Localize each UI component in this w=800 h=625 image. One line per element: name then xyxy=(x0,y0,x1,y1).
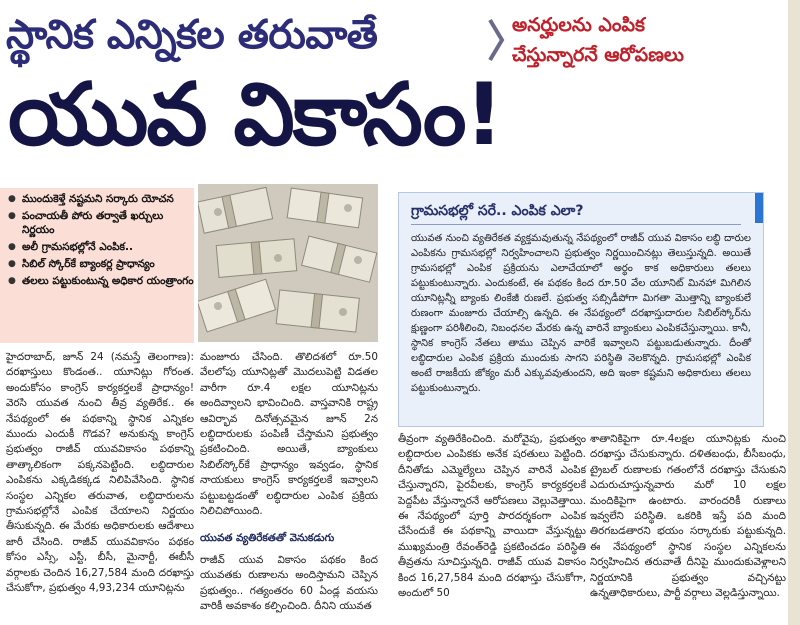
adjacent-column-edge xyxy=(788,0,800,625)
box-body: యువత నుంచి వ్యతిరేకత వ్యక్తమవుతున్న నేపథ్యంలో రాజీవ్ యువ వికాసం లబ్ధి దారుల ఎంపికను గ్రామసభల్లో నిర్వహించాలని ప్రభుత్వం నిర్ణయించినట్లు తెలుస్తున్నది. అయితే గ్రామసభల్లో ఎంపిక ప్రక్రియను ఎలాచేయాలో అర్థం కాక అధికారులు తలలు పట్టుకుంటున్నారు. ఎందుకంటే, ఈ పథకం కింద రూ.50 వేల యూనిట్ మినహా మిగిలిన యూనిట్లన్నీ బ్యాంకు లింకేజీ రుణలే. ప్రభుత్వ సబ్సిడీపోగా మిగతా మొత్తాన్ని బ్యాంకులే రుణంగా మంజూరు చేయాల్సి ఉన్నది. ఈ నేపథ్యంలో దరఖాస్తుదారుల సిబిల్‌స్కోర్‌ను క్షుణ్ణంగా పరిశీలించి, నిబంధనల మేరకు ఉన్న వారినే బ్యాంకులు ఎంపికచేస్తున్నాయి. కానీ, స్థానిక కాంగ్రెస్ నేతలు తాము చెప్పిన వారికే ఇవ్వాలని పట్టుబడుతున్నారు. దీంతో లబ్ధిదారుల ఎంపిక ప్రక్రియ ముందుకు సాగని పరిస్థితి నెలకొన్నది. గ్రామసభల్లో ఎంపిక అంటే రాజకీయ జోక్యం మరీ ఎక్కువవుతుందని, అది ఇంకా కష్టమని అధికారులు తలలు పట్టుకుంటున్నారు. xyxy=(411,233,751,394)
article-column-4: శాతానికిపైగా రూ.4లక్షల యూనిట్లకు నుంచి దరఖాస్తు చేసుకున్నారు. దళితబంధు, బీసీబంధు, ట్రైబల్ రుణాలకు గతంలోనే దరఖాస్తు చేసుకుని ఎదురుచూస్తున్నవారు మరో 10 లక్షల మందికిపైగా ఉంటారు. వారందరికీ రుణాలు ఇవ్వలేని పరిస్థితి. ఒకరికి ఇస్తే పది మంది తిరగబడతారని భయం సర్కారుకు పట్టుకున్నది. ఈ నేపథ్యంలో స్థానిక సంస్థల ఎన్నికలను నిర్వహించిన తరువాతే దీనిపై ముందుకువెళ్లాలని నిర్ణయానికి ప్రభుత్వం వచ్చినట్టు ఉన్నతాధికారులు, పార్టీ వర్గాలు వెల్లడిస్తున్నాయి. xyxy=(590,433,786,600)
kicker xyxy=(512,10,782,70)
box-title: గ్రామసభల్లో సరే.. ఎంపిక ఎలా? xyxy=(411,203,584,219)
box-title-rule xyxy=(411,224,741,225)
headline-top-line: స్థానిక ఎన్నికల తరువాతే xyxy=(6,12,378,58)
headline-main: యువ వికాసం! xyxy=(8,65,502,165)
article-column-1: హైదరాబాద్, జూన్ 24 (నమస్తే తెలంగాణ): దరఖాస్తులు కొండంత.. యూనిట్లు గోరంత. అందుకోసం కాంగ్రెస్ కార్యకర్తలకే ప్రాధాన్యం! వెరసి యువత నుంచి తీవ్ర వ్యతిరేక.. ఈ నేపథ్యంలో ఈ పథకాన్ని స్థానిక ఎన్నికల ముందు ఎందుకీ గొడవ? అనుకున్న కాంగ్రెస్ ప్రభుత్వం రాజీవ్ యువవికాసం పథకాన్ని తాత్కాలికంగా పక్కనపెట్టింది. లబ్ధిదారుల ఎంపికను ఎక్కడికక్కడ నిలిపివేసింది. స్థానిక సంస్థల ఎన్నికల తరువాత, లబ్ధిదారులను గ్రామసభల్లోనే ఎంపిక చేయాలని నిర్ణయం తీసుకున్నది. ఈ మేరకు అధికారులకు ఆదేశాలు జారీ చేసింది. రాజీవ్ యువవికాసం పథకం కోసం ఎస్సీ, ఎస్టీ, బీసీ, మైనార్టీ, ఈబీసీ వర్గాలకు చెందిన 16,27,584 మంది దరఖాస్తు చేసుకోగా, ప్రభుత్వం 4,93,234 యూనిట్లను xyxy=(6,351,194,595)
currency-bundles-photo xyxy=(198,184,378,342)
chevron-divider-icon xyxy=(486,16,508,64)
article-column-3: తీవ్రంగా వ్యతిరేకించింది. మరోవైపు, ప్రభుత్వం లబ్ధిదారుల ఎంపికకు అనేక షరతులు పెట్టింది. దీనితోడు ఎమ్మెల్యేలు చెప్పిన వారినే ఎంపిక చేస్తున్నారని, పైరవీలకు, కాంగ్రెస్ కార్యకర్తలకే పెద్దపీట వేస్తున్నారనే ఆరోపణలు వెల్లువెత్తాయి. ఈ నేపథ్యంలో పూర్తి పారదర్శకంగా ఎంపిక చేసేందుకే ఈ పథకాన్ని వాయిదా వేస్తున్నట్టు ముఖ్యమంత్రి రేవంత్‌రెడ్డి ప్రకటించడం పరిస్థితి తీవ్రతను సూచిస్తున్నది. రాజీవ్ యువ వికాసం కింద 16,27,584 మంది దరఖాస్తు చేసుకోగా, అందులో 50 xyxy=(398,433,586,600)
kicker-line-1: అనర్హులను ఎంపిక xyxy=(512,14,645,36)
highlights-box xyxy=(0,188,194,343)
column-2-paragraph: రాజీవ్ యువ వికాసం పథకం కింద యువతకు రుణాలను అందిస్తామని చెప్పిన ప్రభుత్వం.. గత్యంతరం 60 ఏండ్ల వయసు వారికీ అవకాశం కల్పించింది. దీనిని యువత xyxy=(200,553,378,613)
highlight-item: ● సిబిల్ స్కోర్‌కే బ్యాంకర్ల ప్రాధాన్యం xyxy=(8,257,194,271)
section-subheading: యువత వ్యతిరేకతతో వెనుకడుగు xyxy=(200,532,335,545)
highlight-item: ● తలలు పట్టుకుంటున్న అధికార యంత్రాంగం xyxy=(8,274,194,288)
highlight-item: ● అలీ గ్రామసభల్లోనే ఎంపిక.. xyxy=(8,240,194,254)
box-accent-bar xyxy=(755,193,763,223)
kicker-line-2: చేస్తున్నారనే ఆరోపణలు xyxy=(512,44,684,66)
highlight-item: ● పంచాయతీ పోరు తర్వాతే ఖర్చులు నిర్ణయం xyxy=(8,209,194,237)
article-column-2 xyxy=(200,350,378,615)
sidebar-story-box xyxy=(398,192,764,427)
highlight-item: ● ముందుకెళ్తే నష్టమని సర్కారు యోచన xyxy=(8,192,194,206)
column-2-paragraph: మంజూరు చేసింది. తొలిదశలో రూ.50 వేలలోపు యూనిట్లతో మొదలుపెట్టి విడతల వారీగా రూ.4 లక్షల యూనిట్లను అందివ్వాలని భావించింది. వాస్తవానికి రాష్ట్ర ఆవిర్భావ దినోత్సవమైన జూన్ 2న లబ్ధిదారులకు పంపిణీ చేస్తామని ప్రభుత్వం ప్రకటించింది. అయితే, బ్యాంకులు సిబిల్‌స్కోర్‌కే ప్రాధాన్యం ఇవ్వడం, స్థానిక నాయకులు కాంగ్రెస్ కార్యకర్తలకే ఇవ్వాలని పట్టుబట్టడంతో లబ్ధిదారుల ఎంపిక ప్రక్రియ నిలిచిపోయింది. xyxy=(200,351,378,518)
